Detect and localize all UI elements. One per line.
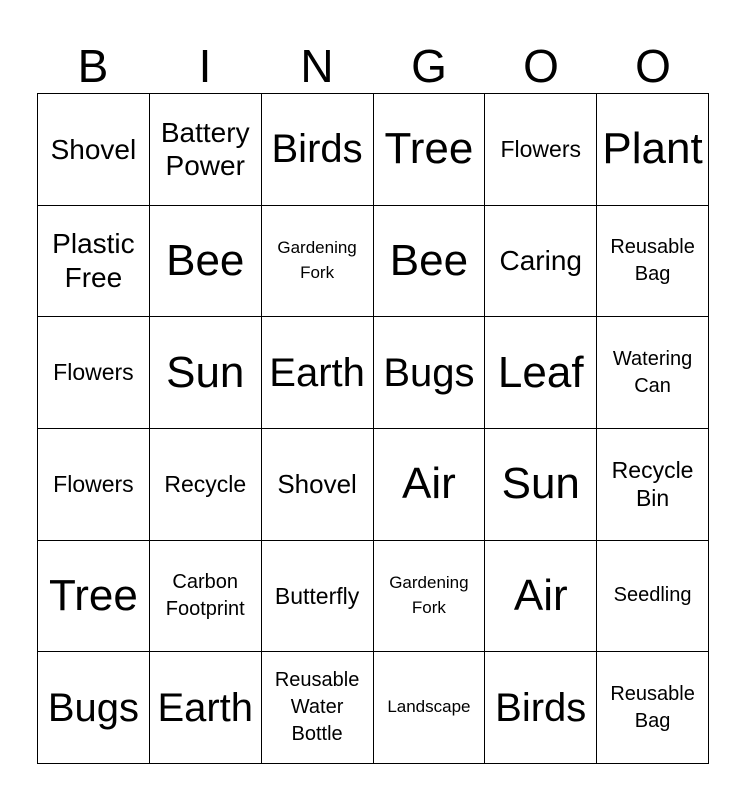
cell-label: Flowers [53,470,134,497]
bingo-cell[interactable] [597,317,709,429]
cell-label: Air [402,459,456,509]
cell-label: Bugs [47,685,139,730]
bingo-cell[interactable] [262,541,374,653]
bingo-cell[interactable] [597,541,709,653]
header-letter-i: I [198,40,212,92]
bingo-cell[interactable] [374,429,486,541]
cell-label: Shovel [50,133,137,165]
cell-label: Sun [166,347,245,397]
header-letter-n: N [300,40,334,92]
cell-label: Earth [157,685,254,730]
cell-label: Watering Can [612,347,693,397]
bingo-cell[interactable] [374,206,486,318]
cell-label: Tree [384,124,474,174]
bingo-cell[interactable] [374,541,486,653]
cell-label: Bee [389,235,469,285]
bingo-cell[interactable] [374,94,486,206]
cell-label: Reusable Bag [610,682,695,732]
bingo-cell[interactable] [597,206,709,318]
bingo-header [37,38,709,94]
bingo-board [37,93,709,764]
bingo-cell[interactable] [485,429,597,541]
bingo-cell[interactable] [262,652,374,764]
cell-label: Seedling [613,584,692,607]
bingo-cell[interactable] [262,206,374,318]
bingo-cell[interactable] [374,317,486,429]
bingo-cell[interactable] [262,317,374,429]
cell-label: Carbon Footprint [165,570,245,620]
bingo-cell[interactable] [38,206,150,318]
bingo-cell[interactable] [38,652,150,764]
bingo-cell[interactable] [38,94,150,206]
cell-label: Tree [48,570,138,620]
bingo-cell[interactable] [597,94,709,206]
bingo-cell[interactable] [150,317,262,429]
cell-label: Earth [269,350,365,395]
cell-label: Recycle [164,470,247,497]
bingo-cell[interactable] [485,541,597,653]
bingo-cell[interactable] [150,94,262,206]
cell-label: Bee [166,235,245,285]
cell-label: Flowers [500,135,581,162]
cell-label: Gardening Fork [389,573,469,617]
cell-label: Bugs [383,350,475,395]
cell-label: Reusable Water Bottle [274,669,360,746]
cell-label: Sun [501,459,580,509]
cell-label: Air [513,570,568,620]
bingo-cell[interactable] [485,652,597,764]
cell-label: Battery Power [160,116,250,182]
cell-label: Gardening Fork [277,238,357,282]
header-letter-o-2: O [635,40,671,92]
header-letter-o: O [523,40,559,92]
bingo-cell[interactable] [38,541,150,653]
bingo-cell[interactable] [374,652,486,764]
header-letter-b: B [77,40,109,92]
cell-label: Butterfly [274,582,360,609]
bingo-cell[interactable] [38,317,150,429]
bingo-cell[interactable] [485,206,597,318]
cell-label: Flowers [53,359,134,386]
cell-label: Reusable Bag [610,235,695,285]
bingo-cell[interactable] [262,94,374,206]
cell-label: Landscape [387,697,471,717]
cell-label: Caring [499,245,582,277]
bingo-cell[interactable] [485,94,597,206]
bingo-cell[interactable] [485,317,597,429]
bingo-cell[interactable] [262,429,374,541]
cell-label: Recycle Bin [611,456,694,512]
cell-label: Leaf [497,347,584,397]
cell-label: Birds [495,685,587,730]
cell-label: Birds [271,127,363,172]
bingo-cell[interactable] [38,429,150,541]
bingo-cell[interactable] [150,652,262,764]
bingo-cell[interactable] [150,429,262,541]
bingo-cell[interactable] [597,652,709,764]
header-letter-g: G [411,40,447,92]
bingo-cell[interactable] [150,206,262,318]
bingo-cell[interactable] [597,429,709,541]
cell-label: Plastic Free [52,228,135,293]
cell-label: Shovel [277,468,357,499]
cell-label: Plant [602,124,703,174]
bingo-cell[interactable] [150,541,262,653]
